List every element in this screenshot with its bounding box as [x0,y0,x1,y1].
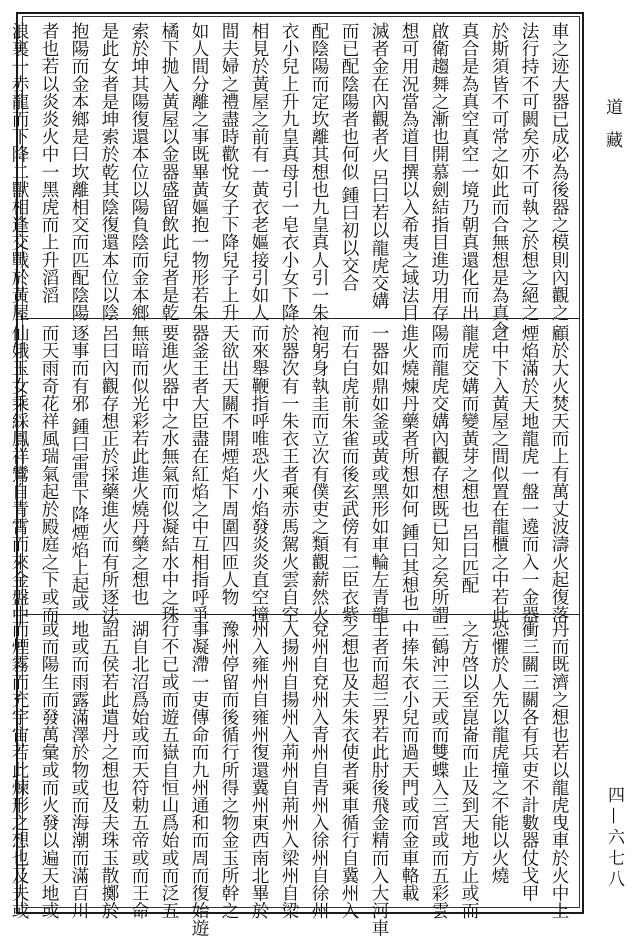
text-section-middle [9,320,580,624]
text-column: 索於坤其陽復還本位以陽負陰而金本鄉 [129,22,149,322]
text-column: 之中下入黃屋之間似置在龍櫃之中若此 [489,324,509,624]
text-column: 龍虎交媾而變黃芽之想也 呂曰匹配 [459,324,479,594]
text-column: 進火燒煉丹藥者所想如何 鍾曰其想也 [399,324,419,612]
text-column: 真合是為真空真空一境乃朝真還化而出 [459,22,479,322]
text-column: 要進火器中之水無氣而似凝結水中之珠 [159,324,179,624]
text-column: 兗州自兗州入青州自青州入徐州自徐州 [309,620,329,920]
section-divider [22,614,580,615]
text-column: 湖自北沼爲始或而天符勅五帝或而王命 [129,620,149,920]
text-column: 而已配陰陽者也何似 鍾曰初以交合 [339,22,359,292]
text-section-bottom [9,616,580,937]
text-column: 無暗而似光彩若此進火燒丹藥之想也 [129,324,149,606]
text-column: 中捧朱衣小兒而過天門或而金車輅載 [399,620,419,902]
text-column: 事凝滯一吏傳命而九州通和而周而復始遊 [189,620,209,937]
text-column: 相見於黃屋之前有一黃衣老嫗接引如人 [249,22,269,322]
text-column: 而來舉鞭指呼唯恐火小焰發炎炎直空撞 [249,324,269,624]
text-column: 州入雍州自雍州復還冀州東西南北畢於 [249,620,269,920]
text-column: 是此女者是坤索於乾其陰復還本位以陰 [99,22,119,322]
text-column: 滅者金在內觀者火 呂曰若以龍虎交媾 [369,22,389,310]
text-column: 車之迹大器已成必為後器之模則內觀之 [549,22,569,322]
text-column: 地或而雨露滿澤於物或而海潮而滿百川 [69,620,89,920]
text-column: 於器次有一朱衣王者乘赤馬駕火雲自空 [279,324,299,624]
text-section-top [9,18,580,339]
text-column: 三鶴沖三天或而雙蝶入三宮或而五彩雲 [429,620,449,920]
text-column: 於斯須皆不可常之如此而合無想是為真合 [489,22,509,339]
text-column: 者也若以炎炎火中一黑虎而上升滔滔 [39,22,59,304]
text-column: 浪裏一赤龍而下降二獸相逢交戰於黃屋 [9,22,29,322]
text-column: 丹而既濟之想也若以龍虎曳車於火中上 [549,620,569,920]
text-column: 行不已或而遊五嶽自恒山爲始或而泛五 [159,620,179,920]
text-column: 煙焰滿於天地龍虎一盤一遶而入一金器 [519,324,539,624]
text-column: 王者而超三界若此肘後飛金精而入大河車 [369,620,389,937]
text-column: 顧於大火焚天而上有萬丈波濤火起復落 [549,324,569,624]
text-column: 陽而龍虎交媾內觀存想既已知之矣所謂 [429,324,449,624]
text-column: 衝三關三關各有兵吏不計數器仗戈甲 [519,620,539,902]
text-column: 而天雨奇花祥風瑞氣起於殿庭之下或而 [39,324,59,624]
text-column: 恐懼於人先以龍虎撞之不能以火燒 [489,620,509,884]
text-column: 而煙霧而充宇宙若此煉形之想也及夫或 [9,620,29,920]
text-column: 袍躬身執圭而立次有僕吏之類觀薪然火 [309,324,329,624]
text-column: 想可用況當為道目撰以入希夷之域法目 [399,22,419,322]
section-divider [22,318,580,319]
text-column: 而右白虎前朱雀而後玄武傍有二臣衣紫 [339,324,359,624]
text-column: 配陰陽而定坎離其想也九皇真人引一朱 [309,22,329,322]
text-column: 仙娥玉女乘綵鳳祥鸞自青霄而來金盤中 [9,324,29,624]
text-column: 法行持不可闕矣亦不可執之於想之絕之 [519,22,539,322]
text-column: 逐事而有邪 鍾曰雷雷下降煙焰上起或 [69,324,89,612]
text-column: 器釜王者大臣盡在紅焰之中互相指呼爭 [189,324,209,624]
text-column: 之方啓以至崑崙而止及到天地方止或而 [459,620,479,920]
text-column: 或而陽生而發萬彙或而火發以遍天地或 [39,620,59,920]
text-column: 抱陽而金本鄉是曰坎離相交而匹配陰陽 [69,22,89,322]
text-column: 如人間分離之事既畢黃嫗抱一物形若朱 [189,22,209,322]
text-column: 一器如鼎如釜或黃或黑形如車輪左青龍 [369,324,389,624]
page-number: 四—六七八 [604,786,624,891]
text-column: 之想也及夫朱衣使者乘車循行自冀州入 [339,620,359,920]
text-column: 啟衛趨舞之漸也開慕劍結指目進功用存 [429,22,449,322]
text-column: 天欲出天關不開煙焰下周圍四匝人物 [219,324,239,606]
text-column: 橘下拋入黃屋以金器盛留飲此兒者是乾 [159,22,179,322]
text-column: 豫州停留而後循行所得之物金玉所幹之 [219,620,239,920]
text-column: 衣小兒上升九皇真母引一皂衣小女下降 [279,22,299,322]
margin-title: 道藏 [602,98,622,164]
text-column: 間夫婦之禮盡時歡悅女子下降兒子上升 [219,22,239,322]
text-column: 呂曰內觀存想正於採藥進火而有所逐法 [99,324,119,624]
text-column: 入揚州自揚州入荊州自荊州入梁州自梁 [279,620,299,920]
text-column: 詔五侯若此遣丹之想也及夫珠玉散擲於 [99,620,119,920]
